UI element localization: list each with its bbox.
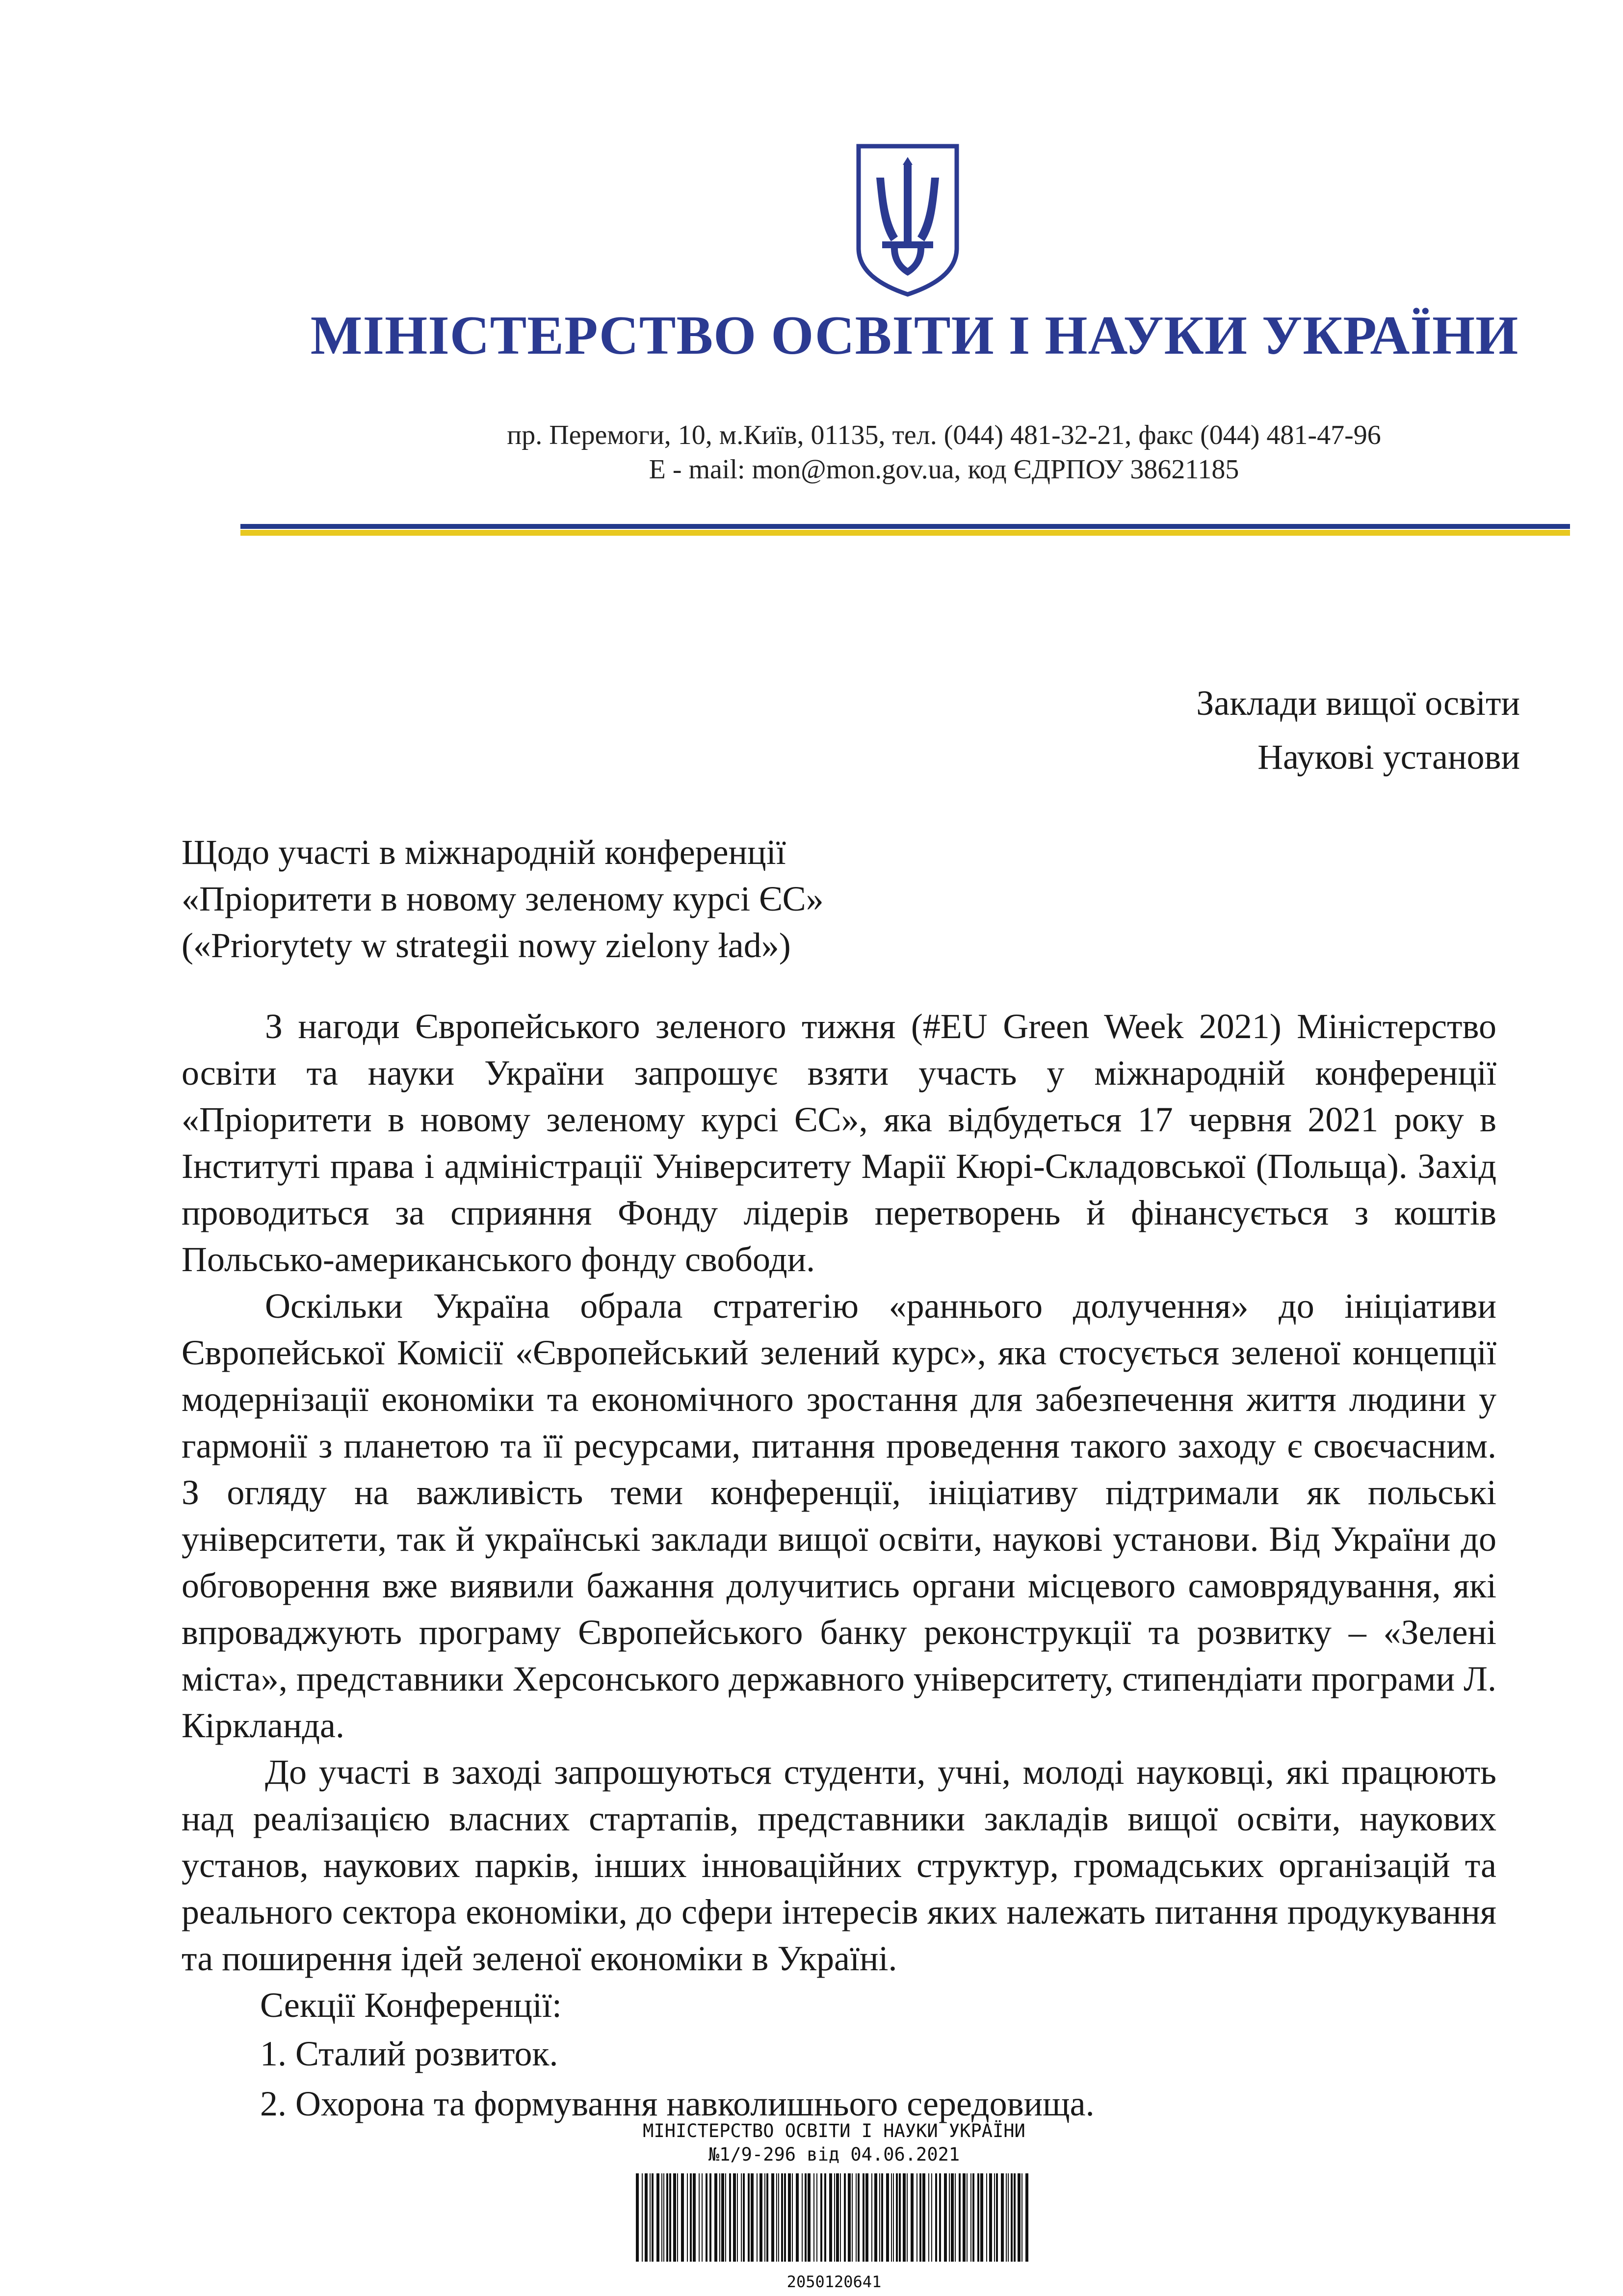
barcode-bar (955, 2173, 956, 2262)
barcode-bar (858, 2173, 860, 2262)
barcode (633, 2173, 1035, 2262)
barcode-bar (813, 2173, 814, 2262)
barcode-bar (852, 2173, 853, 2262)
barcode-bar (986, 2173, 987, 2262)
barcode-bar (719, 2173, 720, 2262)
barcode-bar (645, 2173, 648, 2262)
addressee-line: Наукові установи (1257, 737, 1520, 777)
registration-number: №1/9-296 від 04.06.2021 (708, 2144, 960, 2165)
barcode-bar (699, 2173, 700, 2262)
barcode-bar (879, 2173, 880, 2262)
subject-line (182, 829, 824, 969)
barcode-bar (935, 2173, 937, 2262)
barcode-bar (1025, 2173, 1028, 2262)
barcode-bar (1014, 2173, 1016, 2262)
barcode-bar (928, 2173, 929, 2262)
barcode-bar (778, 2173, 779, 2262)
barcode-bar (963, 2173, 966, 2262)
contact-block (0, 418, 1623, 487)
barcode-bar (989, 2173, 992, 2262)
addressees (1196, 676, 1520, 784)
barcode-bar (922, 2173, 925, 2262)
barcode-bar (944, 2173, 947, 2262)
barcode-bar (766, 2173, 768, 2262)
barcode-bar (865, 2173, 868, 2262)
body-paragraph: З нагоди Європейського зеленого тижня (#EU Green Week 2021) Міністерство освіти та науки України запрошує взяти участь у міжнародній конференції «Пріоритети в новому зеленому курсі ЄС», яка відбудеться 17 червня 2021 року в Інституті права і адміністрації Університету Марії Кюрі-Складовської (Польща). Захід проводиться за сприяння Фонду лідерів перетворень й фінансується з коштів Польсько-американського фонду свободи. (182, 1007, 1496, 1279)
barcode-bar (829, 2173, 832, 2262)
barcode-bar (996, 2173, 998, 2262)
addressee-line: Заклади вищої освіти (1196, 683, 1520, 723)
barcode-bar (781, 2173, 783, 2262)
barcode-bar (748, 2173, 750, 2262)
barcode-bar (721, 2173, 724, 2262)
barcode-bar (977, 2173, 979, 2262)
barcode-bar (951, 2173, 954, 2262)
barcode-bar (931, 2173, 932, 2262)
barcode-bar (663, 2173, 664, 2262)
barcode-bar (824, 2173, 826, 2262)
subject-line-3: («Priorytety w strategii nowy zielony ład») (182, 926, 791, 965)
barcode-bar (714, 2173, 717, 2262)
barcode-bar (874, 2173, 877, 2262)
email-line: E - mail: mon@mon.gov.ua, код ЄДРПОУ 38621185 (649, 454, 1239, 485)
barcode-bar (702, 2173, 703, 2262)
barcode-bar (741, 2173, 742, 2262)
barcode-bar (690, 2173, 692, 2262)
barcode-bar (709, 2173, 711, 2262)
barcode-bar (788, 2173, 791, 2262)
barcode-bar (784, 2173, 786, 2262)
list-item: 1. Сталий розвиток. (260, 2034, 558, 2073)
sections-list (182, 2029, 1496, 2129)
trident-icon (852, 143, 964, 297)
barcode-bar (820, 2173, 822, 2262)
barcode-bar (816, 2173, 817, 2262)
barcode-bar (949, 2173, 950, 2262)
barcode-bar (848, 2173, 851, 2262)
barcode-bar (642, 2173, 643, 2262)
barcode-bar (808, 2173, 811, 2262)
barcode-bar (834, 2173, 835, 2262)
barcode-bar (677, 2173, 678, 2262)
list-item: 2. Охорона та формування навколишнього середовища. (260, 2084, 1095, 2123)
barcode-bar (681, 2173, 684, 2262)
barcode-bar (972, 2173, 974, 2262)
barcode-bar (805, 2173, 807, 2262)
barcode-bar (1018, 2173, 1021, 2262)
registration-org: МІНІСТЕРСТВО ОСВІТИ І НАУКИ УКРАЇНИ (643, 2120, 1025, 2141)
barcode-bar (967, 2173, 968, 2262)
barcode-bar (896, 2173, 898, 2262)
barcode-bar (776, 2173, 777, 2262)
barcode-bar (939, 2173, 941, 2262)
barcode-number: 2050120641 (786, 2272, 882, 2291)
body-paragraph: До участі в заході запрошуються студенти, учні, молоді науковці, які працюють над реалізацією власних стартапів, представники закладів вищої освіти, наукових установ, наукових парків, інших інноваційних структур, громадських організацій та реального сектора економіки, до сфери інтересів яких належать питання продукування та поширення ідей зеленої економіки в Україні. (182, 1752, 1496, 1978)
subject-line-1: Щодо участі в міжнародній конференції (182, 833, 786, 872)
barcode-bar (656, 2173, 659, 2262)
barcode-bar (771, 2173, 774, 2262)
sections-heading: Секції Конференції: (260, 1985, 562, 2025)
barcode-bar (899, 2173, 901, 2262)
barcode-bar (802, 2173, 803, 2262)
barcode-bar (840, 2173, 841, 2262)
registration-stamp (589, 2119, 1079, 2166)
barcode-bar (666, 2173, 668, 2262)
barcode-bar (959, 2173, 961, 2262)
barcode-bar (891, 2173, 892, 2262)
barcode-bar (907, 2173, 908, 2262)
barcode-bar (919, 2173, 921, 2262)
address-line: пр. Перемоги, 10, м.Київ, 01135, тел. (044) 481-32-21, факс (044) 481-47-96 (507, 420, 1381, 450)
barcode-bar (980, 2173, 983, 2262)
barcode-bar (1006, 2173, 1007, 2262)
barcode-bar (673, 2173, 676, 2262)
barcode-bar (669, 2173, 671, 2262)
header-rule-yellow (240, 530, 1570, 536)
barcode-bar (652, 2173, 654, 2262)
barcode-bar (871, 2173, 872, 2262)
barcode-bar (743, 2173, 745, 2262)
barcode-bar (1001, 2173, 1004, 2262)
barcode-bar (661, 2173, 662, 2262)
barcode-bar (729, 2173, 731, 2262)
barcode-bar (1008, 2173, 1009, 2262)
barcode-bar (856, 2173, 857, 2262)
barcode-bar (881, 2173, 883, 2262)
letter-body (182, 1003, 1496, 2129)
barcode-bar (863, 2173, 864, 2262)
barcode-bar (886, 2173, 889, 2262)
ministry-title: МІНІСТЕРСТВО ОСВІТИ І НАУКИ УКРАЇНИ (310, 305, 1519, 366)
barcode-bar (737, 2173, 738, 2262)
body-paragraph: Оскільки Україна обрала стратегію «раннього долучення» до ініціативи Європейської Комісії «Європейський зелений курс», яка стосується зеленої концепції модернізації економіки та економічного зростання для забезпечення життя людини у гармонії з планетою та її ресурсами, питання проведення такого заходу є своєчасним. З огляду на важливість теми конференції, ініціативу підтримали як польські університети, так й українські заклади вищої освіти, наукові установи. Від України до обговорення вже виявили бажання долучитись органи місцевого самоврядування, які впроваджують програму Європейського банку реконструкції та розвитку – «Зелені міста», представники Херсонського державного університету, стипендіати програми Л. Кіркланда. (182, 1286, 1496, 1745)
barcode-bar (650, 2173, 651, 2262)
barcode-bar (796, 2173, 799, 2262)
barcode-bar (994, 2173, 995, 2262)
barcode-bar (687, 2173, 688, 2262)
subject-line-2: «Пріоритети в новому зеленому курсі ЄС» (182, 879, 824, 918)
header-rule-blue (240, 524, 1570, 529)
barcode-bar (759, 2173, 762, 2262)
barcode-bar (764, 2173, 765, 2262)
barcode-bar (757, 2173, 758, 2262)
barcode-bar (911, 2173, 914, 2262)
barcode-bar (636, 2173, 639, 2262)
barcode-bar (733, 2173, 736, 2262)
barcode-bar (1011, 2173, 1013, 2262)
barcode-bar (844, 2173, 846, 2262)
barcode-bar (836, 2173, 839, 2262)
barcode-bar (751, 2173, 754, 2262)
barcode-bar (916, 2173, 917, 2262)
barcode-bar (693, 2173, 696, 2262)
barcode-bar (970, 2173, 971, 2262)
barcode-bar (893, 2173, 894, 2262)
barcode-bar (903, 2173, 906, 2262)
barcode-bar (725, 2173, 726, 2262)
barcode-bar (1021, 2173, 1022, 2262)
barcode-bar (792, 2173, 793, 2262)
barcode-bar (706, 2173, 707, 2262)
